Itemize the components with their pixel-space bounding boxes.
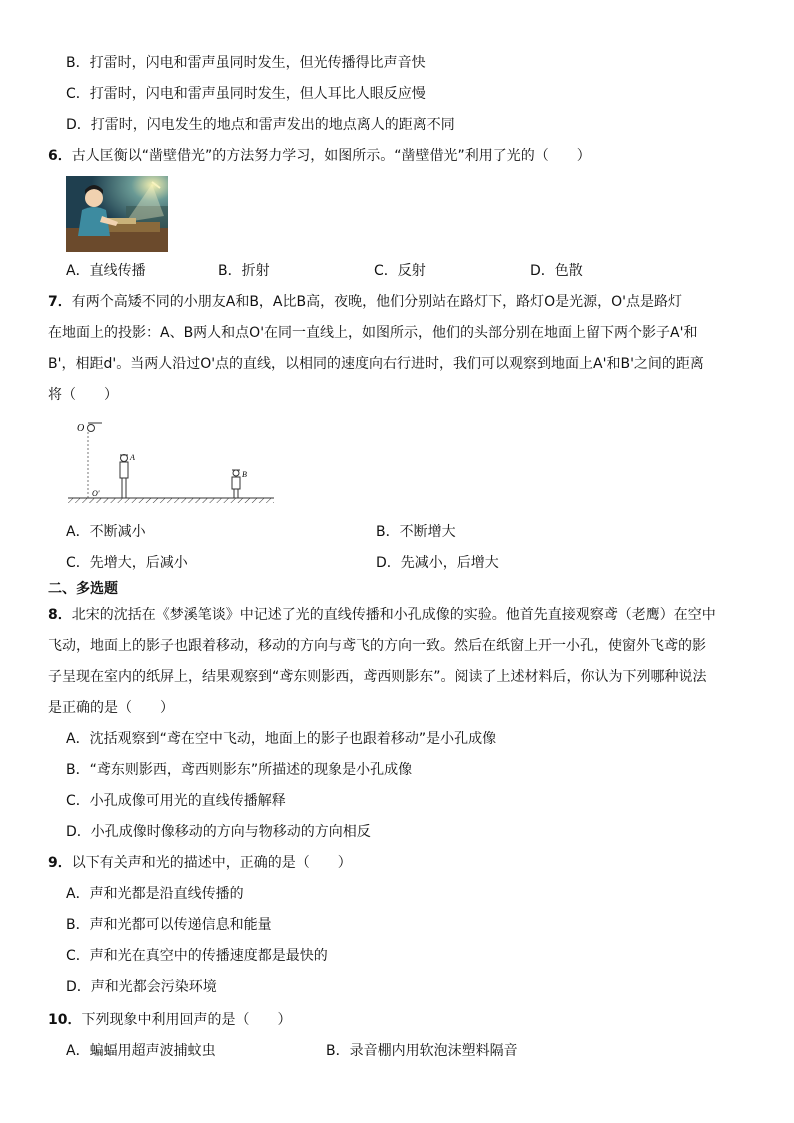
kuangheng-study-illustration [66,176,168,252]
q9-stem [48,853,352,873]
q7-stem-line-2: 在地面上的投影：A、B两人和点O'在同一直线上，如图所示，他们的头部分别在地面上留下两个影子A'和 [48,325,698,341]
q9-stem-text: 以下有关声和光的描述中，正确的是（ ） [71,855,352,871]
q6-stem-text: 古人匡衡以“凿壁借光”的方法努力学习，如图所示。“凿壁借光”利用了光的（ ） [71,148,591,164]
person-b-figure [232,470,240,498]
lamp-icon [88,425,95,432]
q8-stem-line-1 [48,605,716,625]
q8-option-a: A．沈括观察到“鸢在空中飞动，地面上的影子也跟着移动”是小孔成像 [66,731,497,747]
q10-stem [48,1010,291,1030]
streetlight-shadow-diagram [66,420,276,508]
q8-stem-line-3: 子呈现在室内的纸屏上，结果观察到“鸢东则影西，鸢西则影东”。阅读了上述材料后，你认为下列哪种说法 [48,669,707,685]
q9-option-d: D．声和光都会污染环境 [66,979,217,995]
q7-stem-line-1 [48,292,682,312]
q7-option-d: D．先减小，后增大 [376,555,499,571]
q5-option-c: C．打雷时，闪电和雷声虽同时发生，但人耳比人眼反应慢 [66,86,426,102]
q7-stem-text-1: 有两个高矮不同的小朋友A和B，A比B高，夜晚，他们分别站在路灯下，路灯O是光源，O'点是路灯 [71,294,682,310]
person-a-figure [120,455,128,499]
q8-option-c: C．小孔成像可用光的直线传播解释 [66,793,286,809]
q9-number: 9． [48,855,72,871]
q8-stem-line-2: 飞动，地面上的影子也跟着移动，移动的方向与鸢飞的方向一致。然后在纸窗上开一小孔，使窗外飞鸢的影 [48,638,706,654]
q7-option-b: B．不断增大 [376,524,456,540]
q7-option-a: A．不断减小 [66,524,146,540]
q6-option-c: C．反射 [374,263,426,279]
q8-number: 8． [48,607,72,623]
q6-option-b: B．折射 [218,263,270,279]
q9-option-a: A．声和光都是沿直线传播的 [66,886,244,902]
person-a-label: A [130,453,135,462]
q10-option-a: A．蝙蝠用超声波捕蚊虫 [66,1043,216,1059]
q5-option-b: B．打雷时，闪电和雷声虽同时发生，但光传播得比声音快 [66,55,426,71]
projection-label: O' [92,489,100,498]
q6-number: 6． [48,148,72,164]
q8-stem-line-4: 是正确的是（ ） [48,700,174,716]
q7-option-c: C．先增大，后减小 [66,555,188,571]
q9-option-b: B．声和光都可以传递信息和能量 [66,917,272,933]
q6-option-a: A．直线传播 [66,263,146,279]
q6-stem [48,146,591,166]
q8-option-d: D．小孔成像时像移动的方向与物移动的方向相反 [66,824,371,840]
q6-option-d: D．色散 [530,263,583,279]
q10-number: 10． [48,1012,82,1028]
q10-stem-text: 下列现象中利用回声的是（ ） [81,1012,292,1028]
q7-number: 7． [48,294,72,310]
q7-stem-line-3: B'，相距d'。当两人沿过O'点的直线，以相同的速度向右行进时，我们可以观察到地面上A'和B'之间的距离 [48,356,704,372]
q9-option-c: C．声和光在真空中的传播速度都是最快的 [66,948,328,964]
q8-stem-text-1: 北宋的沈括在《梦溪笔谈》中记述了光的直线传播和小孔成像的实验。他首先直接观察鸢（老鹰）在空中 [71,607,716,623]
q7-stem-line-4: 将（ ） [48,387,118,403]
q10-option-b: B．录音棚内用软泡沫塑料隔音 [326,1043,518,1059]
lamp-label: O [77,423,85,434]
q5-option-d: D．打雷时，闪电发生的地点和雷声发出的地点离人的距离不同 [66,117,455,133]
person-b-label: B [242,470,247,479]
ground-hatch [68,498,274,503]
q8-option-b: B．“鸢东则影西，鸢西则影东”所描述的现象是小孔成像 [66,762,413,778]
section-title-multiple-choice: 二、多选题 [48,581,118,597]
